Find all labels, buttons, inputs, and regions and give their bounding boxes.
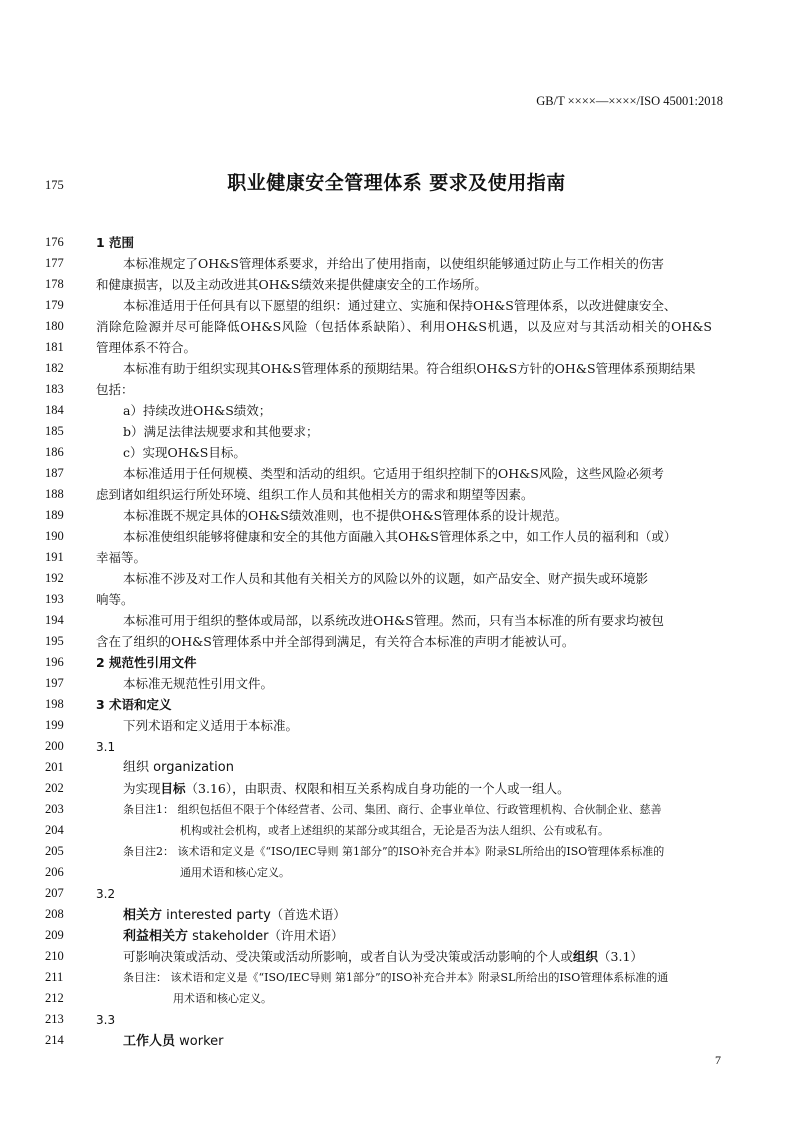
page-number: 7 xyxy=(715,1053,721,1067)
note-line: 条目注2： 该术语和定义是《“ISO/IEC导则 第1部分”的ISO补充合并本》附录SL所给出的ISO管理体系标准的 xyxy=(123,845,665,858)
list-item: b）满足法律法规要求和其他要求； xyxy=(123,424,319,439)
body-text-line: 幸福等。 xyxy=(96,550,147,565)
line-number: 187 xyxy=(45,466,64,480)
body-text-line: 响等。 xyxy=(96,592,134,607)
term-heading: 相关方 interested party（首选术语） xyxy=(123,907,346,923)
term-reference: 组织 xyxy=(573,949,599,964)
body-text-line: 本标准使组织能够将健康和安全的其他方面融入其OH&S管理体系之中，如工作人员的福利和（或） xyxy=(123,529,677,544)
list-item: c）实现OH&S目标。 xyxy=(123,445,246,460)
body-text-line: 本标准适用于任何规模、类型和活动的组织。它适用于组织控制下的OH&S风险，这些风险必须考 xyxy=(123,466,664,481)
body-text-line: 虑到诸如组织运行所处环境、组织工作人员和其他相关方的需求和期望等因素。 xyxy=(96,487,534,502)
line-number: 179 xyxy=(45,298,64,312)
note-line: 条目注： 该术语和定义是《“ISO/IEC导则 第1部分”的ISO补充合并本》附录SL所给出的ISO管理体系标准的通 xyxy=(123,971,669,984)
line-number: 199 xyxy=(45,718,64,732)
line-number: 184 xyxy=(45,403,64,417)
line-number: 181 xyxy=(45,340,64,354)
body-text-line: 本标准适用于任何具有以下愿望的组织：通过建立、实施和保持OH&S管理体系，以改进健康安全、 xyxy=(123,298,677,313)
line-number: 206 xyxy=(45,865,64,879)
line-number: 185 xyxy=(45,424,64,438)
line-number: 194 xyxy=(45,613,64,627)
line-number: 190 xyxy=(45,529,64,543)
line-number: 189 xyxy=(45,508,64,522)
line-number: 208 xyxy=(45,907,64,921)
line-number: 178 xyxy=(45,277,64,291)
term-heading: 利益相关方 stakeholder（许用术语） xyxy=(123,928,344,944)
line-number: 186 xyxy=(45,445,64,459)
body-text-line: 下列术语和定义适用于本标准。 xyxy=(123,718,299,733)
term-heading: 组织 organization xyxy=(123,760,234,775)
line-number: 203 xyxy=(45,802,64,816)
body-text-line: 消除危险源并尽可能降低OH&S风险（包括体系缺陷）、利用OH&S机遇，以及应对与其活动相关的OH&S xyxy=(96,319,712,334)
body-text-line: 本标准有助于组织实现其OH&S管理体系的预期结果。符合组织OH&S方针的OH&S管理体系预期结果 xyxy=(123,361,696,376)
term-definition: 为实现目标（3.16），由职责、权限和相互关系构成自身功能的一个人或一组人。 xyxy=(123,781,570,796)
body-text-line: 本标准规定了OH&S管理体系要求，并给出了使用指南，以使组织能够通过防止与工作相关的伤害 xyxy=(123,256,664,271)
list-item: a）持续改进OH&S绩效； xyxy=(123,403,272,418)
line-number: 204 xyxy=(45,823,64,837)
term-heading: 工作人员 worker xyxy=(123,1034,224,1049)
line-number: 212 xyxy=(45,991,64,1005)
line-number: 182 xyxy=(45,361,64,375)
note-line: 机构或社会机构，或者上述组织的某部分或其组合，无论是否为法人组织、公有或私有。 xyxy=(180,824,609,837)
body-text-line: 和健康损害，以及主动改进其OH&S绩效来提供健康安全的工作场所。 xyxy=(96,277,487,292)
line-number: 214 xyxy=(45,1033,64,1047)
body-text-line: 本标准无规范性引用文件。 xyxy=(123,676,274,691)
line-number: 202 xyxy=(45,781,64,795)
line-number: 188 xyxy=(45,487,64,501)
document-title: 职业健康安全管理体系 要求及使用指南 xyxy=(227,172,566,194)
body-text-line: 含在了组织的OH&S管理体系中并全部得到满足，有关符合本标准的声明才能被认可。 xyxy=(96,634,575,649)
document-header-code: GB/T ××××—××××/ISO 45001:2018 xyxy=(536,94,723,108)
note-line: 条目注1： 组织包括但不限于个体经营者、公司、集团、商行、企事业单位、行政管理机构、合伙制企业、慈善 xyxy=(123,803,662,816)
term-reference: 目标 xyxy=(160,781,186,796)
line-number: 210 xyxy=(45,949,64,963)
line-number: 183 xyxy=(45,382,64,396)
line-number: 175 xyxy=(45,178,64,192)
line-number: 177 xyxy=(45,256,64,270)
line-number: 207 xyxy=(45,886,64,900)
term-number: 3.2 xyxy=(96,887,116,901)
section-heading-normative-references: 2 规范性引用文件 xyxy=(96,655,197,670)
line-number: 180 xyxy=(45,319,64,333)
line-number: 193 xyxy=(45,592,64,606)
line-number: 176 xyxy=(45,235,64,249)
term-number: 3.3 xyxy=(96,1013,116,1027)
line-number: 211 xyxy=(45,970,64,984)
body-text-line: 管理体系不符合。 xyxy=(96,340,197,355)
note-line: 通用术语和核心定义。 xyxy=(180,866,290,879)
line-number: 198 xyxy=(45,697,64,711)
line-number: 209 xyxy=(45,928,64,942)
line-number: 192 xyxy=(45,571,64,585)
body-text-line: 本标准既不规定具体的OH&S绩效准则，也不提供OH&S管理体系的设计规范。 xyxy=(123,508,568,523)
line-number: 197 xyxy=(45,676,64,690)
term-definition: 可影响决策或活动、受决策或活动所影响，或者自认为受决策或活动影响的个人或组织（3.1） xyxy=(123,949,643,964)
body-text-line: 本标准可用于组织的整体或局部，以系统改进OH&S管理。然而，只有当本标准的所有要求均被包 xyxy=(123,613,664,628)
line-number: 201 xyxy=(45,760,64,774)
section-heading-terms-definitions: 3 术语和定义 xyxy=(96,697,172,712)
body-text-line: 本标准不涉及对工作人员和其他有关相关方的风险以外的议题，如产品安全、财产损失或环境影 xyxy=(123,571,649,586)
line-number: 213 xyxy=(45,1012,64,1026)
term-number: 3.1 xyxy=(96,740,116,754)
note-line: 用术语和核心定义。 xyxy=(173,992,272,1005)
line-number: 195 xyxy=(45,634,64,648)
line-number: 191 xyxy=(45,550,64,564)
line-number: 200 xyxy=(45,739,64,753)
section-heading-scope: 1 范围 xyxy=(96,235,135,250)
line-number: 205 xyxy=(45,844,64,858)
line-number: 196 xyxy=(45,655,64,669)
body-text-line: 包括： xyxy=(96,382,134,397)
